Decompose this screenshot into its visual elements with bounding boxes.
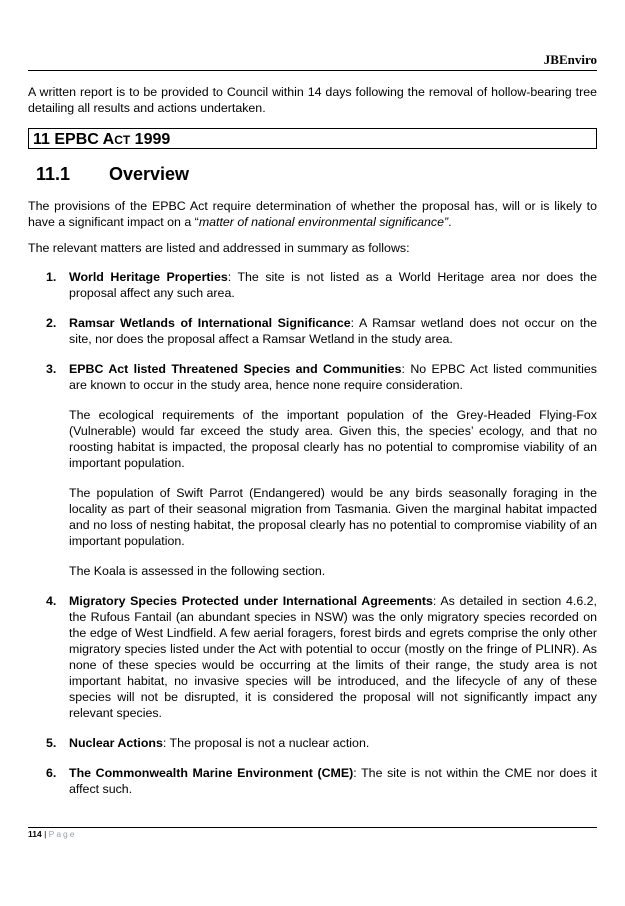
item-text: : A Ramsar wetland does not occur on the site, nor does the proposal affect a Ramsar Wetland in the study area.	[69, 316, 597, 346]
footer	[28, 829, 77, 839]
overview-text: The provisions of the EPBC Act require determination of whether the proposal has, will or is likely to have a significant impact on a “	[28, 199, 597, 229]
section-title-a: EPBC A	[54, 131, 115, 148]
swift-parrot-paragraph: The population of Swift Parrot (Endangered) would be any birds seasonally foraging in the locality as part of their seasonal migration from Tasmania. Given the marginal habitat impacted and no loss of nesting habitat, the proposal clearly has no potential to compromise viability of an important population.	[69, 486, 597, 548]
subsection-title: Overview	[109, 164, 190, 184]
matters-list	[46, 269, 597, 797]
item-text: : As detailed in section 4.6.2, the Rufous Fantail (an abundant species in NSW) was the only migratory species recorded on the edge of West Lindfield. A few aerial foragers, forest birds and egrets comprise the only other migratory species listed under the Act with potential to occur (mostly on the fringe of PLINR). As none of these species would be occurring at the limits of their range, the study area is not important habitat, no invasive species will be introduced, and the lifecycle of any of these species will not be disrupted, it is considered the proposal will not significantly impact any relevant species.	[69, 594, 597, 720]
page-label: Page	[48, 829, 77, 839]
intro-paragraph: A written report is to be provided to Council within 14 days following the removal of hollow-bearing tree detailing all results and actions undertaken.	[28, 85, 597, 115]
subsection-heading	[36, 164, 189, 185]
header-brand: JBEnviro	[543, 52, 597, 67]
item-title: Migratory Species Protected under International Agreements	[69, 594, 433, 608]
section-title-b: CT	[114, 133, 131, 147]
overview-emphasis: matter of national environmental significance”	[198, 215, 449, 229]
header-rule	[28, 70, 597, 71]
item-title: Nuclear Actions	[69, 736, 163, 750]
footer-rule	[28, 827, 597, 828]
page-number: 114	[28, 829, 42, 839]
section-title-c: 1999	[130, 131, 171, 148]
item-number: 1.	[46, 270, 57, 284]
footer-separator: |	[41, 829, 49, 839]
section-number: 11	[33, 131, 50, 148]
item-number: 6.	[46, 766, 57, 780]
item-number: 2.	[46, 316, 57, 330]
item-text: : No EPBC Act listed communities are known to occur in the study area, hence none require consideration.	[69, 362, 597, 392]
flying-fox-paragraph: The ecological requirements of the important population of the Grey-Headed Flying-Fox (Vulnerable) would far exceed the study area. Given this, the species’ ecology, and that no roosting habitat is impacted, the proposal clearly has no potential to compromise viability of an important population.	[69, 408, 597, 470]
item-title: The Commonwealth Marine Environment (CME)	[69, 766, 354, 780]
list-item	[46, 765, 597, 797]
item-number: 4.	[46, 594, 57, 608]
item-text: : The proposal is not a nuclear action.	[162, 736, 370, 750]
item-title: EPBC Act listed Threatened Species and Communities	[69, 362, 402, 376]
item-number: 3.	[46, 362, 57, 376]
subsection-number: 11.1	[36, 164, 71, 184]
list-item	[46, 735, 597, 751]
list-item	[46, 315, 597, 347]
item-number: 5.	[46, 736, 57, 750]
item-title: Ramsar Wetlands of International Significance	[69, 316, 351, 330]
item-text: : The site is not within the CME nor does it affect such.	[69, 766, 598, 796]
section-heading	[28, 128, 597, 149]
item-title: World Heritage Properties	[69, 270, 228, 284]
item-text: : The site is not listed as a World Heritage area nor does the proposal affect any such area.	[69, 270, 597, 300]
overview-text-end: .	[448, 215, 452, 229]
list-item	[46, 593, 597, 721]
list-item	[46, 361, 597, 579]
koala-paragraph: The Koala is assessed in the following section.	[69, 564, 326, 578]
matters-intro: The relevant matters are listed and addressed in summary as follows:	[28, 241, 410, 255]
list-item	[46, 269, 597, 301]
overview-paragraph	[28, 198, 597, 230]
